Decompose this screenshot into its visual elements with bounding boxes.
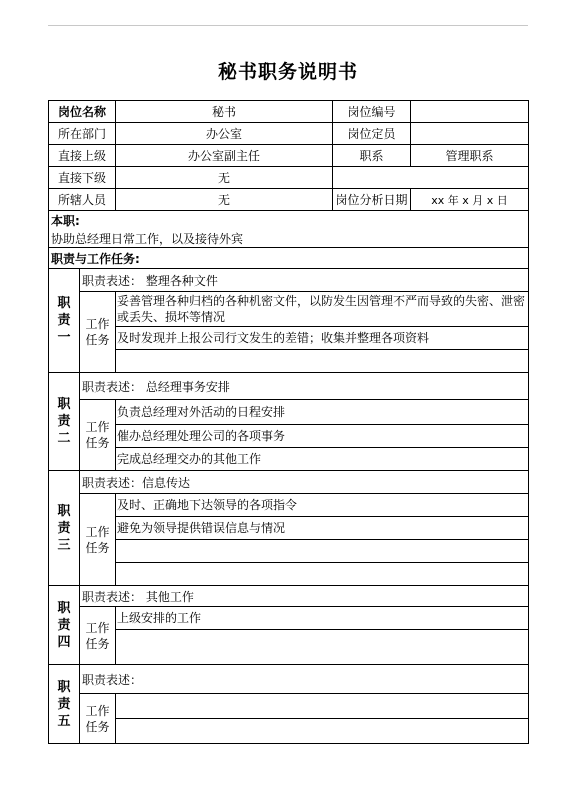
duty-1-task-row bbox=[49, 327, 529, 350]
duty-2-task-3: 完成总经理交办的其他工作 bbox=[116, 448, 529, 471]
position-name-value: 秘书 bbox=[116, 101, 333, 123]
info-row bbox=[49, 145, 529, 167]
duty-5-label: 职 责 五 bbox=[49, 665, 80, 744]
duty-3-task-row bbox=[49, 563, 529, 586]
duty-3-task-row bbox=[49, 517, 529, 540]
analysis-date-value: xx 年 x 月 x 日 bbox=[411, 189, 529, 211]
duty-3-task-row bbox=[49, 540, 529, 563]
analysis-date-label: 岗位分析日期 bbox=[333, 189, 411, 211]
duty-4-task-empty bbox=[116, 630, 529, 665]
department-label: 所在部门 bbox=[49, 123, 116, 145]
staff-value: 无 bbox=[116, 189, 333, 211]
duty-3-task-empty bbox=[116, 563, 529, 586]
info-row bbox=[49, 123, 529, 145]
duty-5-task-empty bbox=[116, 694, 529, 719]
duty-2-task-2: 催办总经理处理公司的各项事务 bbox=[116, 425, 529, 448]
position-code-value bbox=[411, 101, 529, 123]
duty-1-task-1: 妥善管理各种归档的各种机密文件，以防发生因管理不严而导致的失密、泄密或丢失、损坏等情况 bbox=[116, 292, 529, 327]
duty-2-desc-row bbox=[49, 373, 529, 400]
work-task-label: 工作 任务 bbox=[80, 400, 116, 471]
duty-3-task-2: 避免为领导提供错误信息与情况 bbox=[116, 517, 529, 540]
duty-1-label: 职 责 一 bbox=[49, 269, 80, 373]
duty-2-label: 职 责 二 bbox=[49, 373, 80, 471]
position-code-label: 岗位编号 bbox=[333, 101, 411, 123]
duty-1-desc-row bbox=[49, 269, 529, 292]
top-rule bbox=[48, 25, 528, 26]
empty-cell bbox=[333, 167, 529, 189]
subordinate-value: 无 bbox=[116, 167, 333, 189]
duty-1-description: 职责表述： 整理各种文件 bbox=[80, 269, 529, 292]
info-row bbox=[49, 167, 529, 189]
job-family-value: 管理职系 bbox=[411, 145, 529, 167]
duty-4-task-row bbox=[49, 630, 529, 665]
department-value: 办公室 bbox=[116, 123, 333, 145]
duty-3-task-1: 及时、正确地下达领导的各项指令 bbox=[116, 494, 529, 517]
duty-1-task-empty bbox=[116, 350, 529, 373]
work-task-label: 工作 任务 bbox=[80, 494, 116, 586]
duty-1-task-2: 及时发现并上报公司行文发生的差错；收集并整理各项资料 bbox=[116, 327, 529, 350]
summary-text-row bbox=[49, 229, 529, 248]
info-row bbox=[49, 189, 529, 211]
staff-label: 所辖人员 bbox=[49, 189, 116, 211]
duty-3-label: 职 责 三 bbox=[49, 471, 80, 586]
duties-header-row bbox=[49, 248, 529, 269]
position-name-label: 岗位名称 bbox=[49, 101, 116, 123]
subordinate-label: 直接下级 bbox=[49, 167, 116, 189]
duty-3-desc-row bbox=[49, 471, 529, 494]
duty-4-task-row bbox=[49, 607, 529, 630]
work-task-label: 工作 任务 bbox=[80, 607, 116, 665]
duty-5-description: 职责表述： bbox=[80, 665, 529, 694]
duty-3-task-row bbox=[49, 494, 529, 517]
duty-5-task-row bbox=[49, 694, 529, 719]
job-description-table bbox=[48, 100, 529, 744]
duty-4-description: 职责表述： 其他工作 bbox=[80, 586, 529, 607]
summary-label: 本职: bbox=[49, 211, 529, 230]
job-family-label: 职系 bbox=[333, 145, 411, 167]
summary-label-row bbox=[49, 211, 529, 230]
headcount-label: 岗位定员 bbox=[333, 123, 411, 145]
duty-2-description: 职责表述： 总经理事务安排 bbox=[80, 373, 529, 400]
summary-text: 协助总经理日常工作，以及接待外宾 bbox=[49, 229, 529, 248]
duty-2-task-row bbox=[49, 448, 529, 471]
supervisor-value: 办公室副主任 bbox=[116, 145, 333, 167]
duty-5-task-row bbox=[49, 719, 529, 744]
duty-2-task-row bbox=[49, 400, 529, 425]
duty-1-task-row bbox=[49, 292, 529, 327]
supervisor-label: 直接上级 bbox=[49, 145, 116, 167]
duty-4-desc-row bbox=[49, 586, 529, 607]
document-title: 秘书职务说明书 bbox=[217, 61, 358, 83]
duties-header: 职责与工作任务: bbox=[49, 248, 529, 269]
duty-3-description: 职责表述：信息传达 bbox=[80, 471, 529, 494]
headcount-value bbox=[411, 123, 529, 145]
duty-2-task-1: 负责总经理对外活动的日程安排 bbox=[116, 400, 529, 425]
duty-3-task-empty bbox=[116, 540, 529, 563]
duty-1-task-row bbox=[49, 350, 529, 373]
info-row bbox=[49, 101, 529, 123]
duty-4-label: 职 责 四 bbox=[49, 586, 80, 665]
duty-5-desc-row bbox=[49, 665, 529, 694]
work-task-label: 工作 任务 bbox=[80, 694, 116, 744]
work-task-label: 工作 任务 bbox=[80, 292, 116, 373]
duty-2-task-row bbox=[49, 425, 529, 448]
duty-5-task-empty bbox=[116, 719, 529, 744]
duty-4-task-1: 上级安排的工作 bbox=[116, 607, 529, 630]
